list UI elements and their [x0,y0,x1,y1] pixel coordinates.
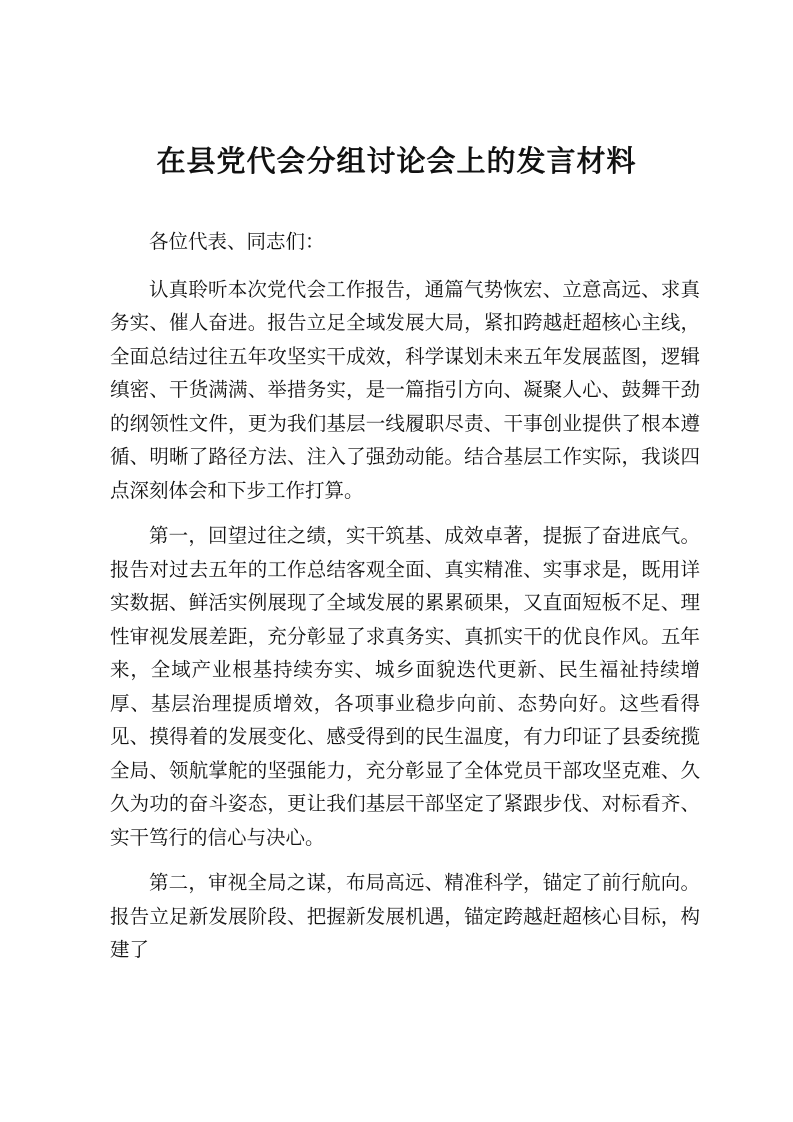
document-title: 在县党代会分组讨论会上的发言材料 [156,144,637,178]
paragraph: 第一，回望过往之绩，实干筑基、成效卓著，提振了奋进底气。报告对过去五年的工作总结客观全面、真实精准、实事求是，既用详实数据、鲜活实例展现了全域发展的累累硕果，又直面短板不足、理性审视发展差距，充分彰显了求真务实、真抓实干的优良作风。五年来，全域产业根基持续夯实、城乡面貌迭代更新、民生福祉持续增厚、基层治理提质增效，各项事业稳步向前、态势向好。这些看得见、摸得着的发展变化、感受得到的民生温度，有力印证了县委统揽全局、领航掌舵的坚强能力，充分彰显了全体党员干部攻坚克难、久久为功的奋斗姿态，更让我们基层干部坚定了紧跟步伐、对标看齐、实干笃行的信心与决心。 [110,524,700,849]
salutation: 各位代表、同志们： [149,230,325,253]
paragraph: 第二，审视全局之谋，布局高远、精准科学，锚定了前行航向。报告立足新发展阶段、把握新发展机遇，锚定跨越赶超核心目标，构建了 [110,871,700,961]
document-body [110,225,700,979]
paragraph: 认真聆听本次党代会工作报告，通篇气势恢宏、立意高远、求真务实、催人奋进。报告立足全域发展大局，紧扣跨越赶超核心主线，全面总结过往五年攻坚实干成效，科学谋划未来五年发展蓝图，逻辑缜密、干货满满、举措务实，是一篇指引方向、凝聚人心、鼓舞干劲的纲领性文件，更为我们基层一线履职尽责、干事创业提供了根本遵循、明晰了路径方法、注入了强劲动能。结合基层工作实际，我谈四点深刻体会和下步工作打算。 [110,277,700,502]
